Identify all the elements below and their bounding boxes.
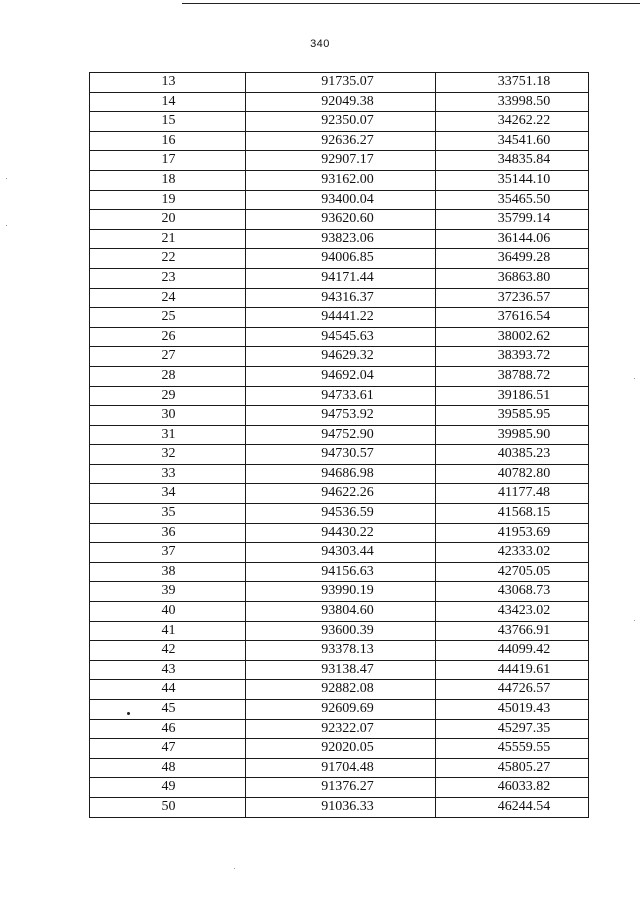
table-row [89,367,589,387]
row-index-cell: 23 [89,269,245,288]
margin-dot [127,712,130,715]
value-a-cell: 94686.98 [245,465,435,484]
table-row [89,171,589,191]
table-row [89,720,589,740]
value-a-cell: 91704.48 [245,759,435,778]
row-index-cell: 30 [89,406,245,425]
table-row [89,798,589,818]
value-b-cell: 36863.80 [435,269,589,288]
data-table [89,72,589,818]
table-row [89,465,589,485]
table-row [89,484,589,504]
value-b-cell: 46244.54 [435,798,589,817]
value-a-cell: 94692.04 [245,367,435,386]
row-index-cell: 45 [89,700,245,719]
table-row [89,269,589,289]
table-row [89,582,589,602]
value-b-cell: 37236.57 [435,289,589,308]
table-row [89,249,589,269]
value-b-cell: 44099.42 [435,641,589,660]
row-index-cell: 46 [89,720,245,739]
value-a-cell: 93600.39 [245,622,435,641]
value-a-cell: 94171.44 [245,269,435,288]
value-b-cell: 41177.48 [435,484,589,503]
table-row [89,680,589,700]
value-b-cell: 44726.57 [435,680,589,699]
value-a-cell: 93990.19 [245,582,435,601]
table-row [89,543,589,563]
value-a-cell: 93138.47 [245,661,435,680]
row-index-cell: 22 [89,249,245,268]
table-row [89,739,589,759]
table-row [89,308,589,328]
row-index-cell: 17 [89,151,245,170]
row-index-cell: 36 [89,524,245,543]
table-row [89,132,589,152]
value-a-cell: 92350.07 [245,112,435,131]
row-index-cell: 44 [89,680,245,699]
value-b-cell: 37616.54 [435,308,589,327]
table-row [89,112,589,132]
value-b-cell: 35465.50 [435,191,589,210]
value-a-cell: 94441.22 [245,308,435,327]
page-number: 340 [310,38,330,50]
row-index-cell: 14 [89,93,245,112]
row-index-cell: 47 [89,739,245,758]
row-index-cell: 41 [89,622,245,641]
row-index-cell: 20 [89,210,245,229]
table-row [89,602,589,622]
value-a-cell: 94629.32 [245,347,435,366]
value-b-cell: 35144.10 [435,171,589,190]
value-b-cell: 45019.43 [435,700,589,719]
table-row [89,328,589,348]
value-a-cell: 94730.57 [245,445,435,464]
value-b-cell: 45805.27 [435,759,589,778]
table-row [89,700,589,720]
value-a-cell: 92322.07 [245,720,435,739]
row-index-cell: 18 [89,171,245,190]
table-row [89,406,589,426]
value-b-cell: 34262.22 [435,112,589,131]
value-b-cell: 35799.14 [435,210,589,229]
value-b-cell: 40385.23 [435,445,589,464]
row-index-cell: 40 [89,602,245,621]
value-a-cell: 92020.05 [245,739,435,758]
row-index-cell: 27 [89,347,245,366]
value-a-cell: 94545.63 [245,328,435,347]
value-b-cell: 46033.82 [435,778,589,797]
value-b-cell: 34835.84 [435,151,589,170]
value-b-cell: 38788.72 [435,367,589,386]
value-b-cell: 38393.72 [435,347,589,366]
table-row [89,504,589,524]
value-a-cell: 93162.00 [245,171,435,190]
scan-speck [634,378,635,379]
table-row [89,289,589,309]
value-b-cell: 42705.05 [435,563,589,582]
table-row [89,641,589,661]
value-a-cell: 94006.85 [245,249,435,268]
value-a-cell: 91376.27 [245,778,435,797]
value-b-cell: 43068.73 [435,582,589,601]
table-row [89,347,589,367]
value-a-cell: 94752.90 [245,426,435,445]
value-a-cell: 94753.92 [245,406,435,425]
row-index-cell: 37 [89,543,245,562]
value-b-cell: 36499.28 [435,249,589,268]
row-index-cell: 43 [89,661,245,680]
row-index-cell: 38 [89,563,245,582]
value-b-cell: 41568.15 [435,504,589,523]
value-a-cell: 92636.27 [245,132,435,151]
value-b-cell: 45559.55 [435,739,589,758]
row-index-cell: 25 [89,308,245,327]
scan-speck [6,225,7,226]
value-b-cell: 33998.50 [435,93,589,112]
value-b-cell: 43766.91 [435,622,589,641]
row-index-cell: 16 [89,132,245,151]
row-index-cell: 13 [89,73,245,92]
value-a-cell: 94733.61 [245,387,435,406]
table-row [89,210,589,230]
scan-speck [234,868,235,869]
row-index-cell: 32 [89,445,245,464]
value-b-cell: 36144.06 [435,230,589,249]
table-row [89,72,589,93]
table-row [89,445,589,465]
value-a-cell: 94156.63 [245,563,435,582]
table-row [89,426,589,446]
row-index-cell: 26 [89,328,245,347]
value-b-cell: 39985.90 [435,426,589,445]
value-a-cell: 94622.26 [245,484,435,503]
table-row [89,622,589,642]
scan-speck [6,178,7,179]
table-row [89,151,589,171]
value-a-cell: 93378.13 [245,641,435,660]
table-row [89,778,589,798]
row-index-cell: 31 [89,426,245,445]
row-index-cell: 28 [89,367,245,386]
value-b-cell: 34541.60 [435,132,589,151]
value-b-cell: 39585.95 [435,406,589,425]
table-row [89,563,589,583]
table-row [89,524,589,544]
value-a-cell: 92049.38 [245,93,435,112]
table-row [89,759,589,779]
value-a-cell: 94303.44 [245,543,435,562]
row-index-cell: 35 [89,504,245,523]
row-index-cell: 24 [89,289,245,308]
value-b-cell: 45297.35 [435,720,589,739]
value-b-cell: 43423.02 [435,602,589,621]
value-a-cell: 91036.33 [245,798,435,817]
row-index-cell: 50 [89,798,245,817]
value-a-cell: 92907.17 [245,151,435,170]
row-index-cell: 48 [89,759,245,778]
row-index-cell: 49 [89,778,245,797]
value-a-cell: 93620.60 [245,210,435,229]
value-b-cell: 38002.62 [435,328,589,347]
value-b-cell: 33751.18 [435,73,589,92]
row-index-cell: 29 [89,387,245,406]
value-b-cell: 42333.02 [435,543,589,562]
value-a-cell: 92882.08 [245,680,435,699]
value-b-cell: 44419.61 [435,661,589,680]
value-a-cell: 94316.37 [245,289,435,308]
row-index-cell: 39 [89,582,245,601]
row-index-cell: 21 [89,230,245,249]
table-row [89,93,589,113]
table-row [89,387,589,407]
top-rule [182,3,640,4]
value-a-cell: 92609.69 [245,700,435,719]
value-b-cell: 40782.80 [435,465,589,484]
value-b-cell: 39186.51 [435,387,589,406]
scan-speck [634,620,635,621]
row-index-cell: 33 [89,465,245,484]
value-a-cell: 93804.60 [245,602,435,621]
table-row [89,191,589,211]
row-index-cell: 42 [89,641,245,660]
value-b-cell: 41953.69 [435,524,589,543]
value-a-cell: 94430.22 [245,524,435,543]
row-index-cell: 19 [89,191,245,210]
value-a-cell: 93400.04 [245,191,435,210]
table-row [89,661,589,681]
value-a-cell: 93823.06 [245,230,435,249]
table-row [89,230,589,250]
row-index-cell: 34 [89,484,245,503]
row-index-cell: 15 [89,112,245,131]
value-a-cell: 94536.59 [245,504,435,523]
value-a-cell: 91735.07 [245,73,435,92]
